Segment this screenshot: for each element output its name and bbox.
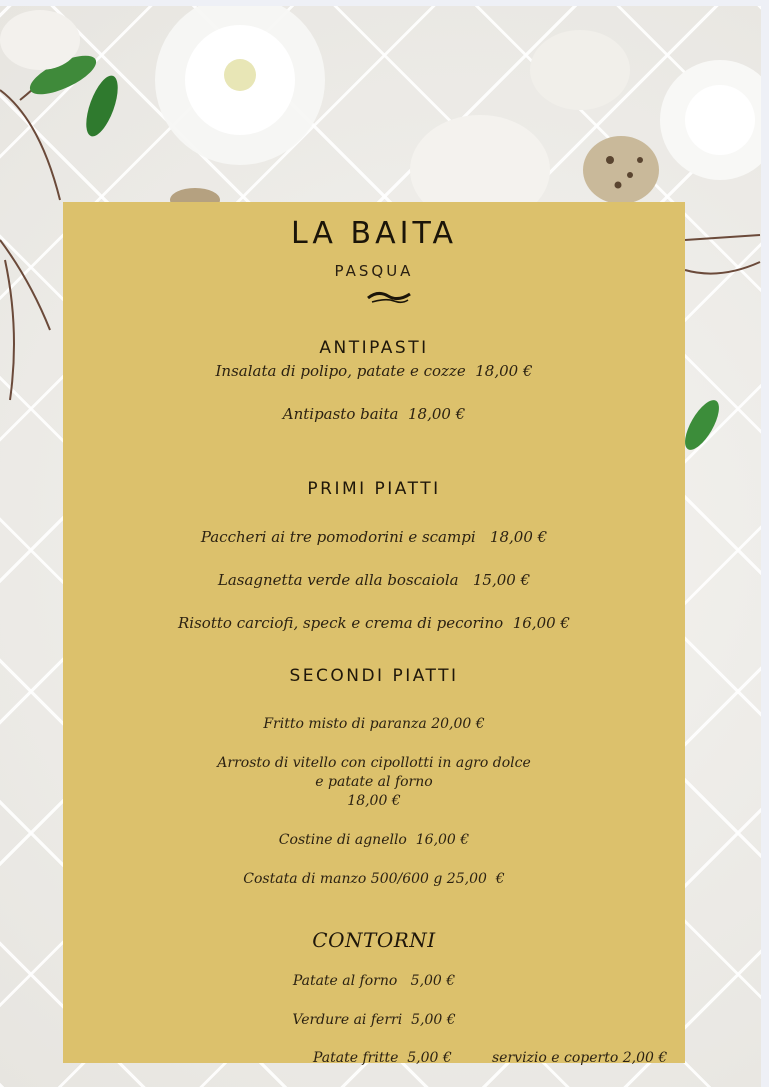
flourish-icon <box>364 288 414 306</box>
occasion-subtitle: PASQUA <box>334 262 414 280</box>
right-border <box>761 0 769 1087</box>
service-charge-note: servizio e coperto 2,00 € <box>492 1050 668 1066</box>
egg-icon <box>583 136 659 204</box>
menu-item: Risotto carciofi, speck e crema di pecorino 16,00 € <box>178 614 570 632</box>
menu-item: Arrosto di vitello con cipollotti in agro dolce <box>217 755 531 771</box>
leaf-icon <box>80 72 124 140</box>
menu-item: e patate al forno <box>315 774 433 790</box>
menu-item: Patate fritte 5,00 € <box>313 1050 452 1066</box>
primi-heading: PRIMI PIATTI <box>307 479 441 499</box>
menu-card <box>63 202 685 1066</box>
restaurant-name: LA BAITA <box>291 216 457 251</box>
menu-item: Lasagnetta verde alla boscaiola 15,00 € <box>217 571 531 589</box>
menu-item: Antipasto baita 18,00 € <box>282 405 466 423</box>
menu-item-price: 18,00 € <box>347 793 401 809</box>
menu-item: Insalata di polipo, patate e cozze 18,00 € <box>215 362 533 380</box>
contorni-heading: CONTORNI <box>312 928 436 952</box>
menu-item: Verdure ai ferri 5,00 € <box>292 1012 456 1028</box>
menu-item: Paccheri ai tre pomodorini e scampi 18,00 € <box>200 528 548 546</box>
antipasti-heading: ANTIPASTI <box>319 338 429 358</box>
menu-item: Costine di agnello 16,00 € <box>278 832 470 848</box>
menu-item: Fritto misto di paranza 20,00 € <box>263 716 485 732</box>
leaf-icon <box>678 395 725 454</box>
menu-item: Patate al forno 5,00 € <box>292 973 456 989</box>
menu-item: Costata di manzo 500/600 g 25,00 € <box>243 871 505 887</box>
secondi-heading: SECONDI PIATTI <box>289 666 459 686</box>
top-border <box>0 0 769 6</box>
